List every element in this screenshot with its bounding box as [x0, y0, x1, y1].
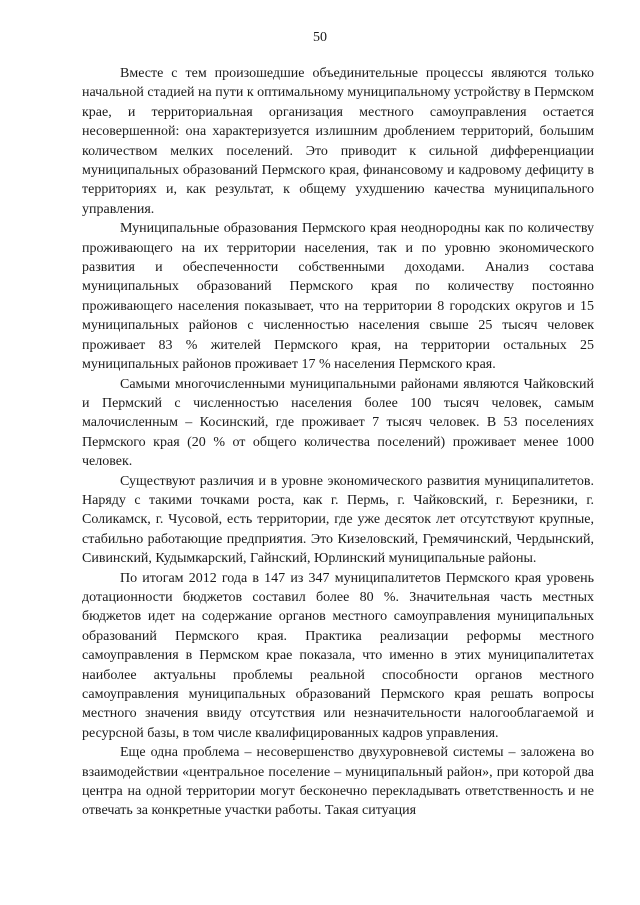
- paragraph-two-level-system: Еще одна проблема – несовершенство двухуровневой системы – заложена во взаимодействии «центральное поселение – муниципальный район», при которой два центра на одной территории могут бесконечно перекладывать ответственность и не отвечать за конкретные участки работы. Такая ситуация: [82, 745, 594, 819]
- paragraph-largest-districts: Самыми многочисленными муниципальными районами являются Чайковский и Пермский с численностью населения более 100 тысяч человек, самым малочисленным – Косинский, где проживает 7 тысяч человек. В 53 поселениях Пермского края (20 % от общего количества поселений) проживает менее 1000 человек.: [82, 376, 594, 470]
- paragraph-economic-differences: Существуют различия и в уровне экономического развития муниципалитетов. Наряду с такими точками роста, как г. Пермь, г. Чайковский, г. Березники, г. Соликамск, г. Чусовой, есть территории, где уже десяток лет отсутствуют крупные, стабильно работающие предприятия. Это Кизеловский, Гремячинский, Чердынский, Сивинский, Кудымкарский, Гайнский, Юрлинский муниципальные районы.: [82, 473, 594, 567]
- paragraph-population-distribution: Муниципальные образования Пермского края неоднородны как по количеству проживающего на их территории населения, так и по уровню экономического развития и обеспеченности собственными доходами. Анализ состава муниципальных образований Пермского края по количеству постоянно проживающего населения показывает, что на территории 8 городских округов и 15 муниципальных районов с численностью населения свыше 25 тысяч человек проживает 83 % жителей Пермского края, на территории остальных 25 муниципальных районов проживает 17 % населения Пермского края.: [82, 221, 594, 373]
- page-number: 50: [313, 30, 327, 45]
- document-body: [82, 64, 594, 821]
- paragraph-budget-subsidies: По итогам 2012 года в 147 из 347 муниципалитетов Пермского края уровень дотационности бюджетов составил более 80 %. Значительная часть местных бюджетов идет на содержание органов местного самоуправления муниципальных образований Пермского края. Практика реализации реформы местного самоуправления в Пермском крае показала, что именно в этих муниципалитетах наиболее актуальны проблемы реальной способности органов местного самоуправления муниципальных образований Пермского края решать вопросы местного значения ввиду отсутствия или незначительности налогооблагаемой и ресурсной базы, в том числе квалифицированных кадров управления.: [82, 570, 594, 741]
- paragraph-municipal-structure: Вместе с тем произошедшие объединительные процессы являются только начальной стадией на пути к оптимальному муниципальному устройству в Пермском крае, и территориальная организация местного самоуправления остается несовершенной: она характеризуется излишним дроблением территорий, большим количеством мелких поселений. Это приводит к сильной дифференциации муниципальных образований Пермского края, финансовому и кадровому дефициту в территориях и, как результат, к общему ухудшению качества муниципального управления.: [82, 66, 594, 217]
